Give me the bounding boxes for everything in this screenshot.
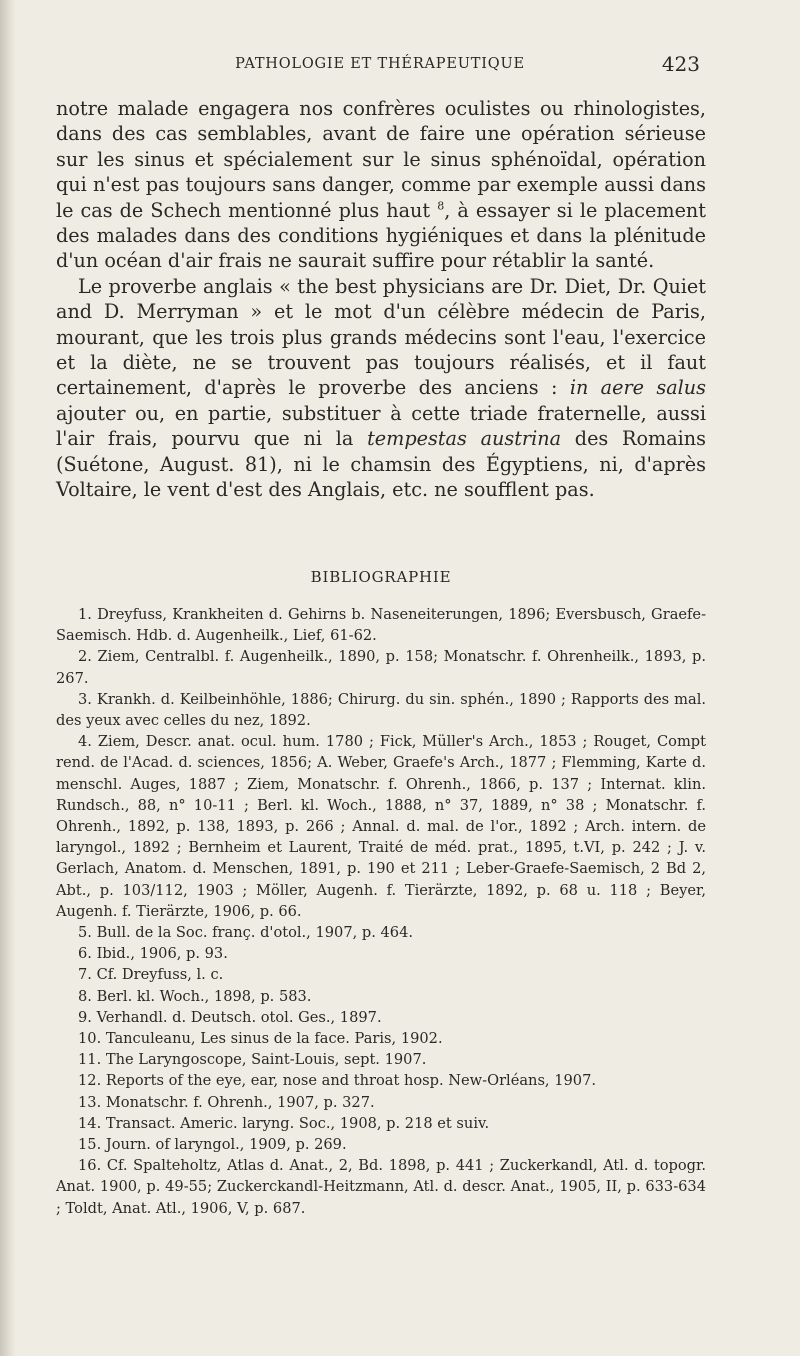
paragraph-1-text-a: notre malade engagera nos confrères oculistes ou rhinologistes, dans des cas semblables, avant de faire une opération sérieuse sur les sinus et spécialement sur le sinus sphénoïdal, opération qui n'est pas toujours sans danger, comme par exemple aussi dans le cas de Schech mentionné plus haut bbox=[56, 97, 706, 222]
bibliography-item: 3. Krankh. d. Keilbeinhöhle, 1886; Chirurg. du sin. sphén., 1890 ; Rapports des mal. des yeux avec celles du nez, 1892. bbox=[56, 690, 706, 730]
bibliography-item: 4. Ziem, Descr. anat. ocul. hum. 1780 ; Fick, Müller's Arch., 1853 ; Rouget, Compt rend. de l'Acad. d. sciences, 1856; A. Weber, Graefe's Arch., 1877 ; Flemming, Karte d. menschl. Auges, 1887 ; Ziem, Monatschr. f. Ohrenh., 1866, p. 137 ; Internat. klin. Rundsch., 88, n° 10-11 ; Berl. kl. Woch., 1888, n° 37, 1889, n° 38 ; Monatschr. f. Ohrenh., 1892, p. 138, 1893, p. 266 ; Annal. d. mal. de l'or., 1892 ; Arch. intern. de laryngol., 1892 ; Bernheim et Laurent, Traité de méd. prat., 1895, t.VI, p. 242 ; J. v. Gerlach, Anatom. d. Menschen, 1891, p. 190 et 211 ; Leber-Graefe-Saemisch, 2 Bd 2, Abt., p. 103/112, 1903 ; Möller, Augenh. f. Tierärzte, 1892, p. 68 u. 118 ; Beyer, Augenh. f. Tierärzte, 1906, p. 66. bbox=[56, 733, 706, 920]
paragraph-1 bbox=[56, 96, 706, 274]
bibliography-item: 6. Ibid., 1906, p. 93. bbox=[78, 945, 228, 963]
bibliography-item: 5. Bull. de la Soc. franç. d'otol., 1907, p. 464. bbox=[78, 924, 413, 942]
bibliography-item: 1. Dreyfuss, Krankheiten d. Gehirns b. Naseneiterungen, 1896; Eversbusch, Graefe-Saemisch. Hdb. d. Augenheilk., Lief, 61-62. bbox=[56, 606, 706, 645]
page-edge bbox=[0, 0, 16, 1356]
bibliography-item: 11. The Laryngoscope, Saint-Louis, sept. 1907. bbox=[78, 1051, 427, 1069]
bibliography-title: BIBLIOGRAPHIE bbox=[310, 568, 452, 586]
bibliography-item: 9. Verhandl. d. Deutsch. otol. Ges., 1897. bbox=[78, 1008, 382, 1026]
bibliography-item: 8. Berl. kl. Woch., 1898, p. 583. bbox=[78, 987, 312, 1005]
bibliography-item: 13. Monatschr. f. Ohrenh., 1907, p. 327. bbox=[78, 1093, 375, 1111]
page-header bbox=[60, 52, 700, 78]
bibliography-item: 12. Reports of the eye, ear, nose and throat hosp. New-Orléans, 1907. bbox=[78, 1072, 596, 1090]
latin-phrase-2: tempestas austrina bbox=[367, 427, 562, 451]
paragraph-2-text-c: des Romains (Suétone, August. 81), ni le chamsin des Égyptiens, ni, d'après Voltaire, le vent d'est des Anglais, etc. ne soufflent pas. bbox=[56, 427, 706, 502]
page-number: 423 bbox=[661, 52, 700, 76]
body-text bbox=[56, 96, 706, 503]
running-head: PATHOLOGIE ET THÉRAPEUTIQUE bbox=[235, 56, 525, 72]
bibliography-item: 10. Tanculeanu, Les sinus de la face. Paris, 1902. bbox=[78, 1030, 443, 1048]
footnote-ref: 8 bbox=[437, 199, 445, 213]
bibliography-item: 2. Ziem, Centralbl. f. Augenheilk., 1890, p. 158; Monatschr. f. Ohrenheilk., 1893, p. 267. bbox=[56, 648, 706, 687]
paragraph-2 bbox=[56, 274, 706, 503]
bibliography-item: 16. Cf. Spalteholtz, Atlas d. Anat., 2, Bd. 1898, p. 441 ; Zuckerkandl, Atl. d. topogr. Anat. 1900, p. 49-55; Zuckerckandl-Heitzmann, Atl. d. descr. Anat., 1905, II, p. 633-634 ; Toldt, Anat. Atl., 1906, V, p. 687. bbox=[56, 1157, 706, 1217]
latin-phrase-1: in aere salus bbox=[569, 376, 706, 400]
bibliography-item: 14. Transact. Americ. laryng. Soc., 1908, p. 218 et suiv. bbox=[78, 1114, 490, 1132]
paragraph-2-text-a: Le proverbe anglais « the best physicians are Dr. Diet, Dr. Quiet and D. Merryman » et le mot d'un célèbre médecin de Paris, mourant, que les trois plus grands médecins sont l'eau, l'exercice et la diète, ne se trouvent pas toujours réalisés, et il faut certainement, d'après le proverbe des anciens : bbox=[56, 274, 706, 400]
bibliography-item: 7. Cf. Dreyfuss, l. c. bbox=[78, 966, 224, 984]
bibliography-list bbox=[56, 604, 706, 1219]
paragraph-2-text-b: ajouter ou, en partie, substituer à cette triade fraternelle, aussi l'air frais, pourvu que ni la bbox=[56, 401, 706, 451]
paragraph-1-text-b: , à essayer si le placement des malades dans des conditions hygiéniques et dans la plénitude d'un océan d'air frais ne saurait suffire pour rétablir la santé. bbox=[56, 198, 706, 273]
bibliography-item: 15. Journ. of laryngol., 1909, p. 269. bbox=[78, 1136, 347, 1154]
